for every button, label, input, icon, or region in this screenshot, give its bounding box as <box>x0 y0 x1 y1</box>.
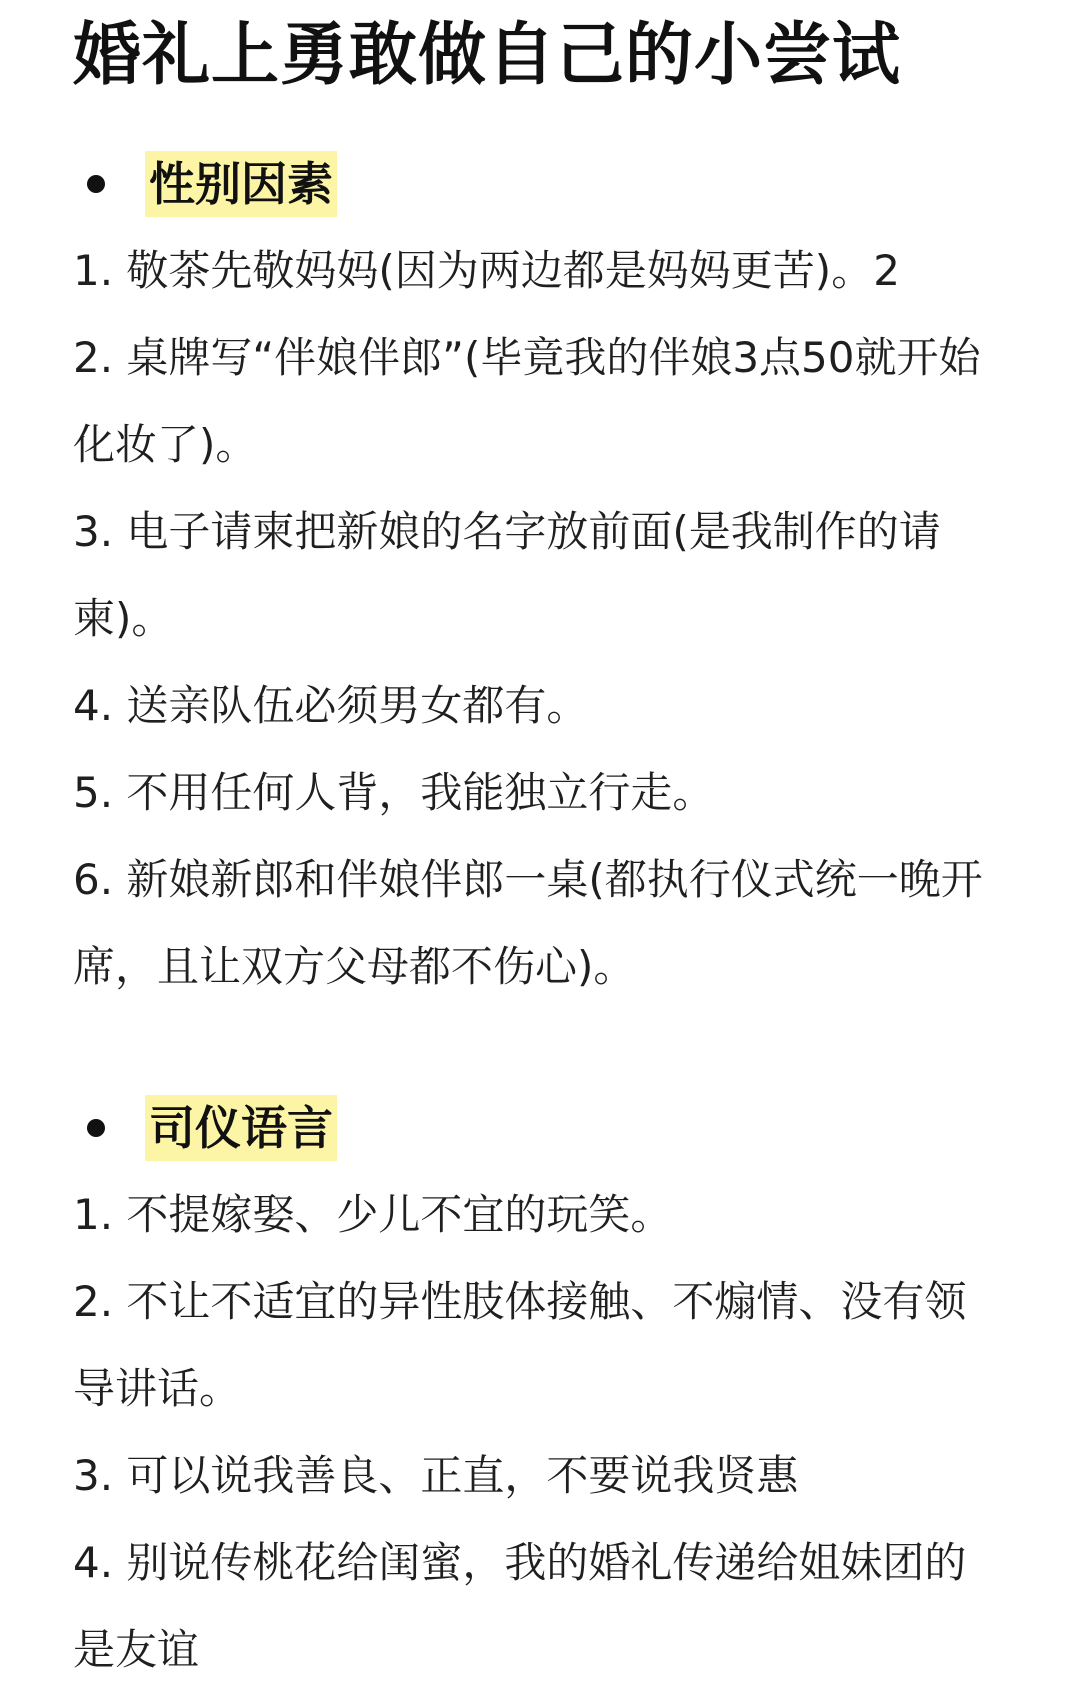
list-item: 2. 桌牌写“伴娘伴郎”(毕竟我的伴娘3点50就开始化妆了)。 <box>73 333 981 469</box>
document-page <box>73 0 1013 1693</box>
list-item: 3. 可以说我善良、正直，不要说我贤惠 <box>73 1451 799 1500</box>
section-gender-factors <box>73 151 1013 1010</box>
list-item: 4. 别说传桃花给闺蜜，我的婚礼传递给姐妹团的是友谊 <box>73 1538 967 1674</box>
list-item: 1. 敬茶先敬妈妈(因为两边都是妈妈更苦)。2 <box>73 246 900 295</box>
section-header <box>73 1095 1013 1161</box>
section-mc-language <box>73 1095 1013 1693</box>
item-list <box>73 1171 1013 1693</box>
bullet-dot-icon <box>87 175 105 193</box>
section-heading: 性别因素 <box>145 151 337 217</box>
bullet-dot-icon <box>87 1119 105 1137</box>
list-item: 4. 送亲队伍必须男女都有。 <box>73 681 589 730</box>
section-heading: 司仪语言 <box>145 1095 337 1161</box>
page-title: 婚礼上勇敢做自己的小尝试 <box>73 16 902 95</box>
list-item: 2. 不让不适宜的异性肢体接触、不煽情、没有领导讲话。 <box>73 1277 967 1413</box>
list-item: 5. 不用任何人背，我能独立行走。 <box>73 768 715 817</box>
list-item: 6. 新娘新郎和伴娘伴郎一桌(都执行仪式统一晚开席，且让双方父母都不伤心)。 <box>73 855 983 991</box>
section-header <box>73 151 1013 217</box>
list-item: 3. 电子请柬把新娘的名字放前面(是我制作的请柬)。 <box>73 507 941 643</box>
item-list <box>73 227 1013 1010</box>
list-item: 1. 不提嫁娶、少儿不宜的玩笑。 <box>73 1190 673 1239</box>
